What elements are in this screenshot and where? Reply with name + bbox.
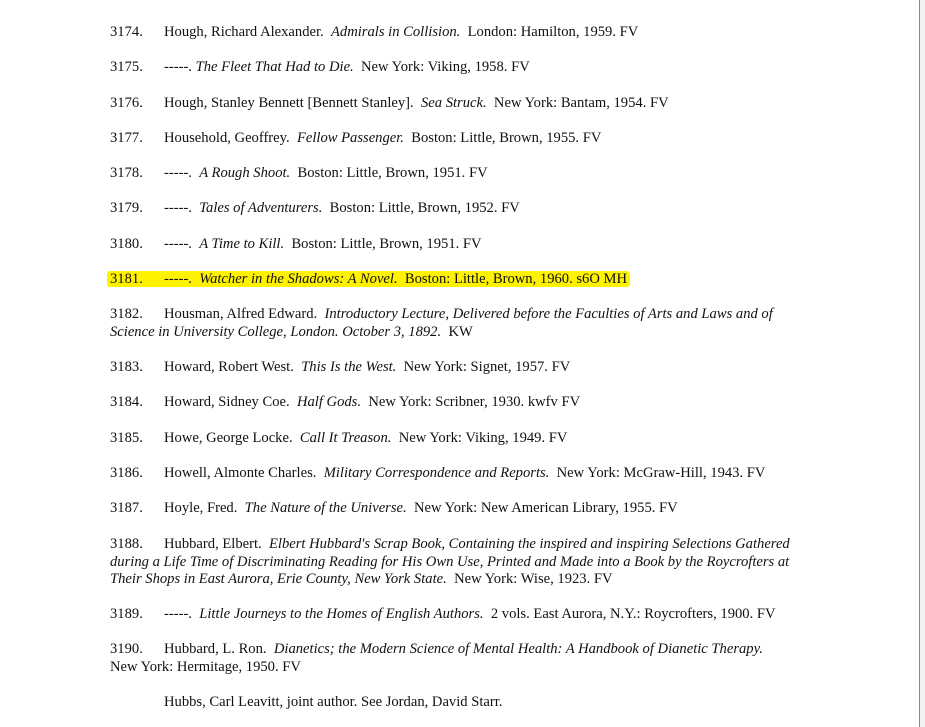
entry-number: 3179. bbox=[110, 200, 143, 216]
entry-publication: New York: Viking, 1958. FV bbox=[361, 59, 530, 75]
entry-publication: KW bbox=[448, 323, 473, 340]
entry-3185 bbox=[110, 430, 820, 448]
entry-author: Hough, Stanley Bennett [Bennett Stanley]. bbox=[164, 95, 414, 111]
entry-title: Sea Struck. bbox=[420, 95, 487, 111]
entry-3187 bbox=[110, 500, 820, 518]
entry-number: 3190. bbox=[110, 641, 143, 657]
entry-author: Hoyle, Fred. bbox=[164, 500, 238, 516]
entry-title: Admirals in Collision. bbox=[330, 24, 461, 40]
entry-author: Howard, Robert West. bbox=[164, 359, 294, 375]
entry-author: Hough, Richard Alexander. bbox=[164, 24, 324, 40]
entry-publication: New York: New American Library, 1955. FV bbox=[413, 500, 678, 516]
entry-3188 bbox=[110, 536, 820, 589]
entry-title: Little Journeys to the Homes of English Authors. bbox=[199, 606, 484, 622]
entry-title: The Nature of the Universe. bbox=[244, 500, 407, 516]
entry-author: Howard, Sidney Coe. bbox=[164, 394, 290, 410]
entry-3189 bbox=[110, 606, 820, 624]
entry-publication: Boston: Little, Brown, 1960. s6O MH bbox=[404, 271, 628, 287]
entry-author: Howell, Almonte Charles. bbox=[164, 465, 317, 481]
entry-publication: Boston: Little, Brown, 1951. FV bbox=[297, 165, 488, 181]
entry-3184 bbox=[110, 394, 820, 412]
entry-author: Household, Geoffrey. bbox=[164, 130, 290, 146]
entry-publication: New York: Wise, 1923. FV bbox=[454, 571, 613, 588]
entry-3180 bbox=[110, 236, 820, 254]
entry-publication: New York: Viking, 1949. FV bbox=[398, 430, 568, 446]
entry-author: Housman, Alfred Edward. bbox=[164, 306, 318, 322]
entry-3190 bbox=[110, 641, 820, 676]
entry-title: Military Correspondence and Reports. bbox=[323, 465, 550, 481]
entry-number: 3183. bbox=[110, 359, 143, 375]
entry-title: Watcher in the Shadows: A Novel. bbox=[199, 271, 398, 287]
entry-author: -----. bbox=[164, 606, 192, 622]
entry-number: 3175. bbox=[110, 59, 143, 75]
entry-number: 3177. bbox=[110, 130, 143, 146]
entry-3182 bbox=[110, 306, 820, 341]
entry-number: 3180. bbox=[110, 236, 143, 252]
entry-number: 3182. bbox=[110, 306, 143, 322]
entry-3175 bbox=[110, 59, 820, 77]
cross-reference-text: Hubbs, Carl Leavitt, joint author. See Jordan, David Starr. bbox=[164, 694, 503, 710]
cross-reference bbox=[110, 694, 874, 712]
entry-number: 3189. bbox=[110, 606, 143, 622]
entry-publication: New York: Hermitage, 1950. FV bbox=[110, 658, 301, 675]
entry-number: 3188. bbox=[110, 536, 143, 552]
entry-3179 bbox=[110, 200, 820, 218]
entry-title: Fellow Passenger. bbox=[296, 130, 404, 146]
entry-title: Half Gods. bbox=[296, 394, 362, 410]
entry-number: 3181. bbox=[110, 271, 143, 287]
entry-title: Call It Treason. bbox=[299, 430, 392, 446]
entry-title: A Time to Kill. bbox=[199, 236, 285, 252]
entry-number: 3184. bbox=[110, 394, 143, 410]
entry-publication: Boston: Little, Brown, 1951. FV bbox=[291, 236, 482, 252]
entry-publication: Boston: Little, Brown, 1952. FV bbox=[329, 200, 520, 216]
entry-publication: New York: Scribner, 1930. kwfv FV bbox=[368, 394, 581, 410]
entry-number: 3185. bbox=[110, 430, 143, 446]
entry-author: -----. bbox=[164, 271, 192, 287]
entry-author: Hubbard, Elbert. bbox=[164, 536, 262, 552]
entry-author: -----. bbox=[164, 165, 192, 181]
entry-3183 bbox=[110, 359, 820, 377]
entry-publication: New York: Signet, 1957. FV bbox=[403, 359, 571, 375]
entry-author: -----. bbox=[164, 200, 192, 216]
entry-publication: London: Hamilton, 1959. FV bbox=[467, 24, 639, 40]
entry-title: A Rough Shoot. bbox=[199, 165, 291, 181]
entry-publication: New York: Bantam, 1954. FV bbox=[493, 95, 669, 111]
entry-author: -----. bbox=[164, 236, 192, 252]
entry-title: Elbert Hubbard's Scrap Book, Containing the inspired and inspiring Selections Gathered during a Life Time of Discriminating Reading for His Own Use, Printed and Made into a Book by the Roycrofters at Their Shops in East Aurora, Erie County, New York State. bbox=[110, 536, 790, 588]
entry-publication: Boston: Little, Brown, 1955. FV bbox=[411, 130, 602, 146]
entry-3178 bbox=[110, 165, 820, 183]
entry-title: Tales of Adventurers. bbox=[199, 200, 323, 216]
entry-number: 3176. bbox=[110, 95, 143, 111]
entry-number: 3186. bbox=[110, 465, 143, 481]
entry-3177 bbox=[110, 130, 820, 148]
entry-3186 bbox=[110, 465, 820, 483]
highlight-mark bbox=[107, 271, 630, 287]
entry-3174 bbox=[110, 24, 820, 42]
entry-title: Dianetics; the Modern Science of Mental Health: A Handbook of Dianetic Therapy. bbox=[273, 641, 763, 657]
entry-number: 3174. bbox=[110, 24, 143, 40]
entry-author: -----. bbox=[164, 59, 192, 75]
entry-number: 3178. bbox=[110, 165, 143, 181]
entry-author: Hubbard, L. Ron. bbox=[164, 641, 267, 657]
page-edge-shadow bbox=[920, 0, 925, 727]
entry-number: 3187. bbox=[110, 500, 143, 516]
entry-author: Howe, George Locke. bbox=[164, 430, 293, 446]
entry-title: This Is the West. bbox=[301, 359, 397, 375]
entry-publication: 2 vols. East Aurora, N.Y.: Roycrofters, 1900. FV bbox=[490, 606, 776, 622]
entry-publication: New York: McGraw-Hill, 1943. FV bbox=[556, 465, 766, 481]
page-edge bbox=[919, 0, 920, 727]
entry-title: The Fleet That Had to Die. bbox=[195, 59, 354, 75]
entry-title: Introductory Lecture, Delivered before the Faculties of Arts and Laws and of Science in University College, London. October 3, 1892. bbox=[110, 306, 773, 340]
entry-3181 bbox=[110, 271, 820, 289]
entry-3176 bbox=[110, 95, 820, 113]
